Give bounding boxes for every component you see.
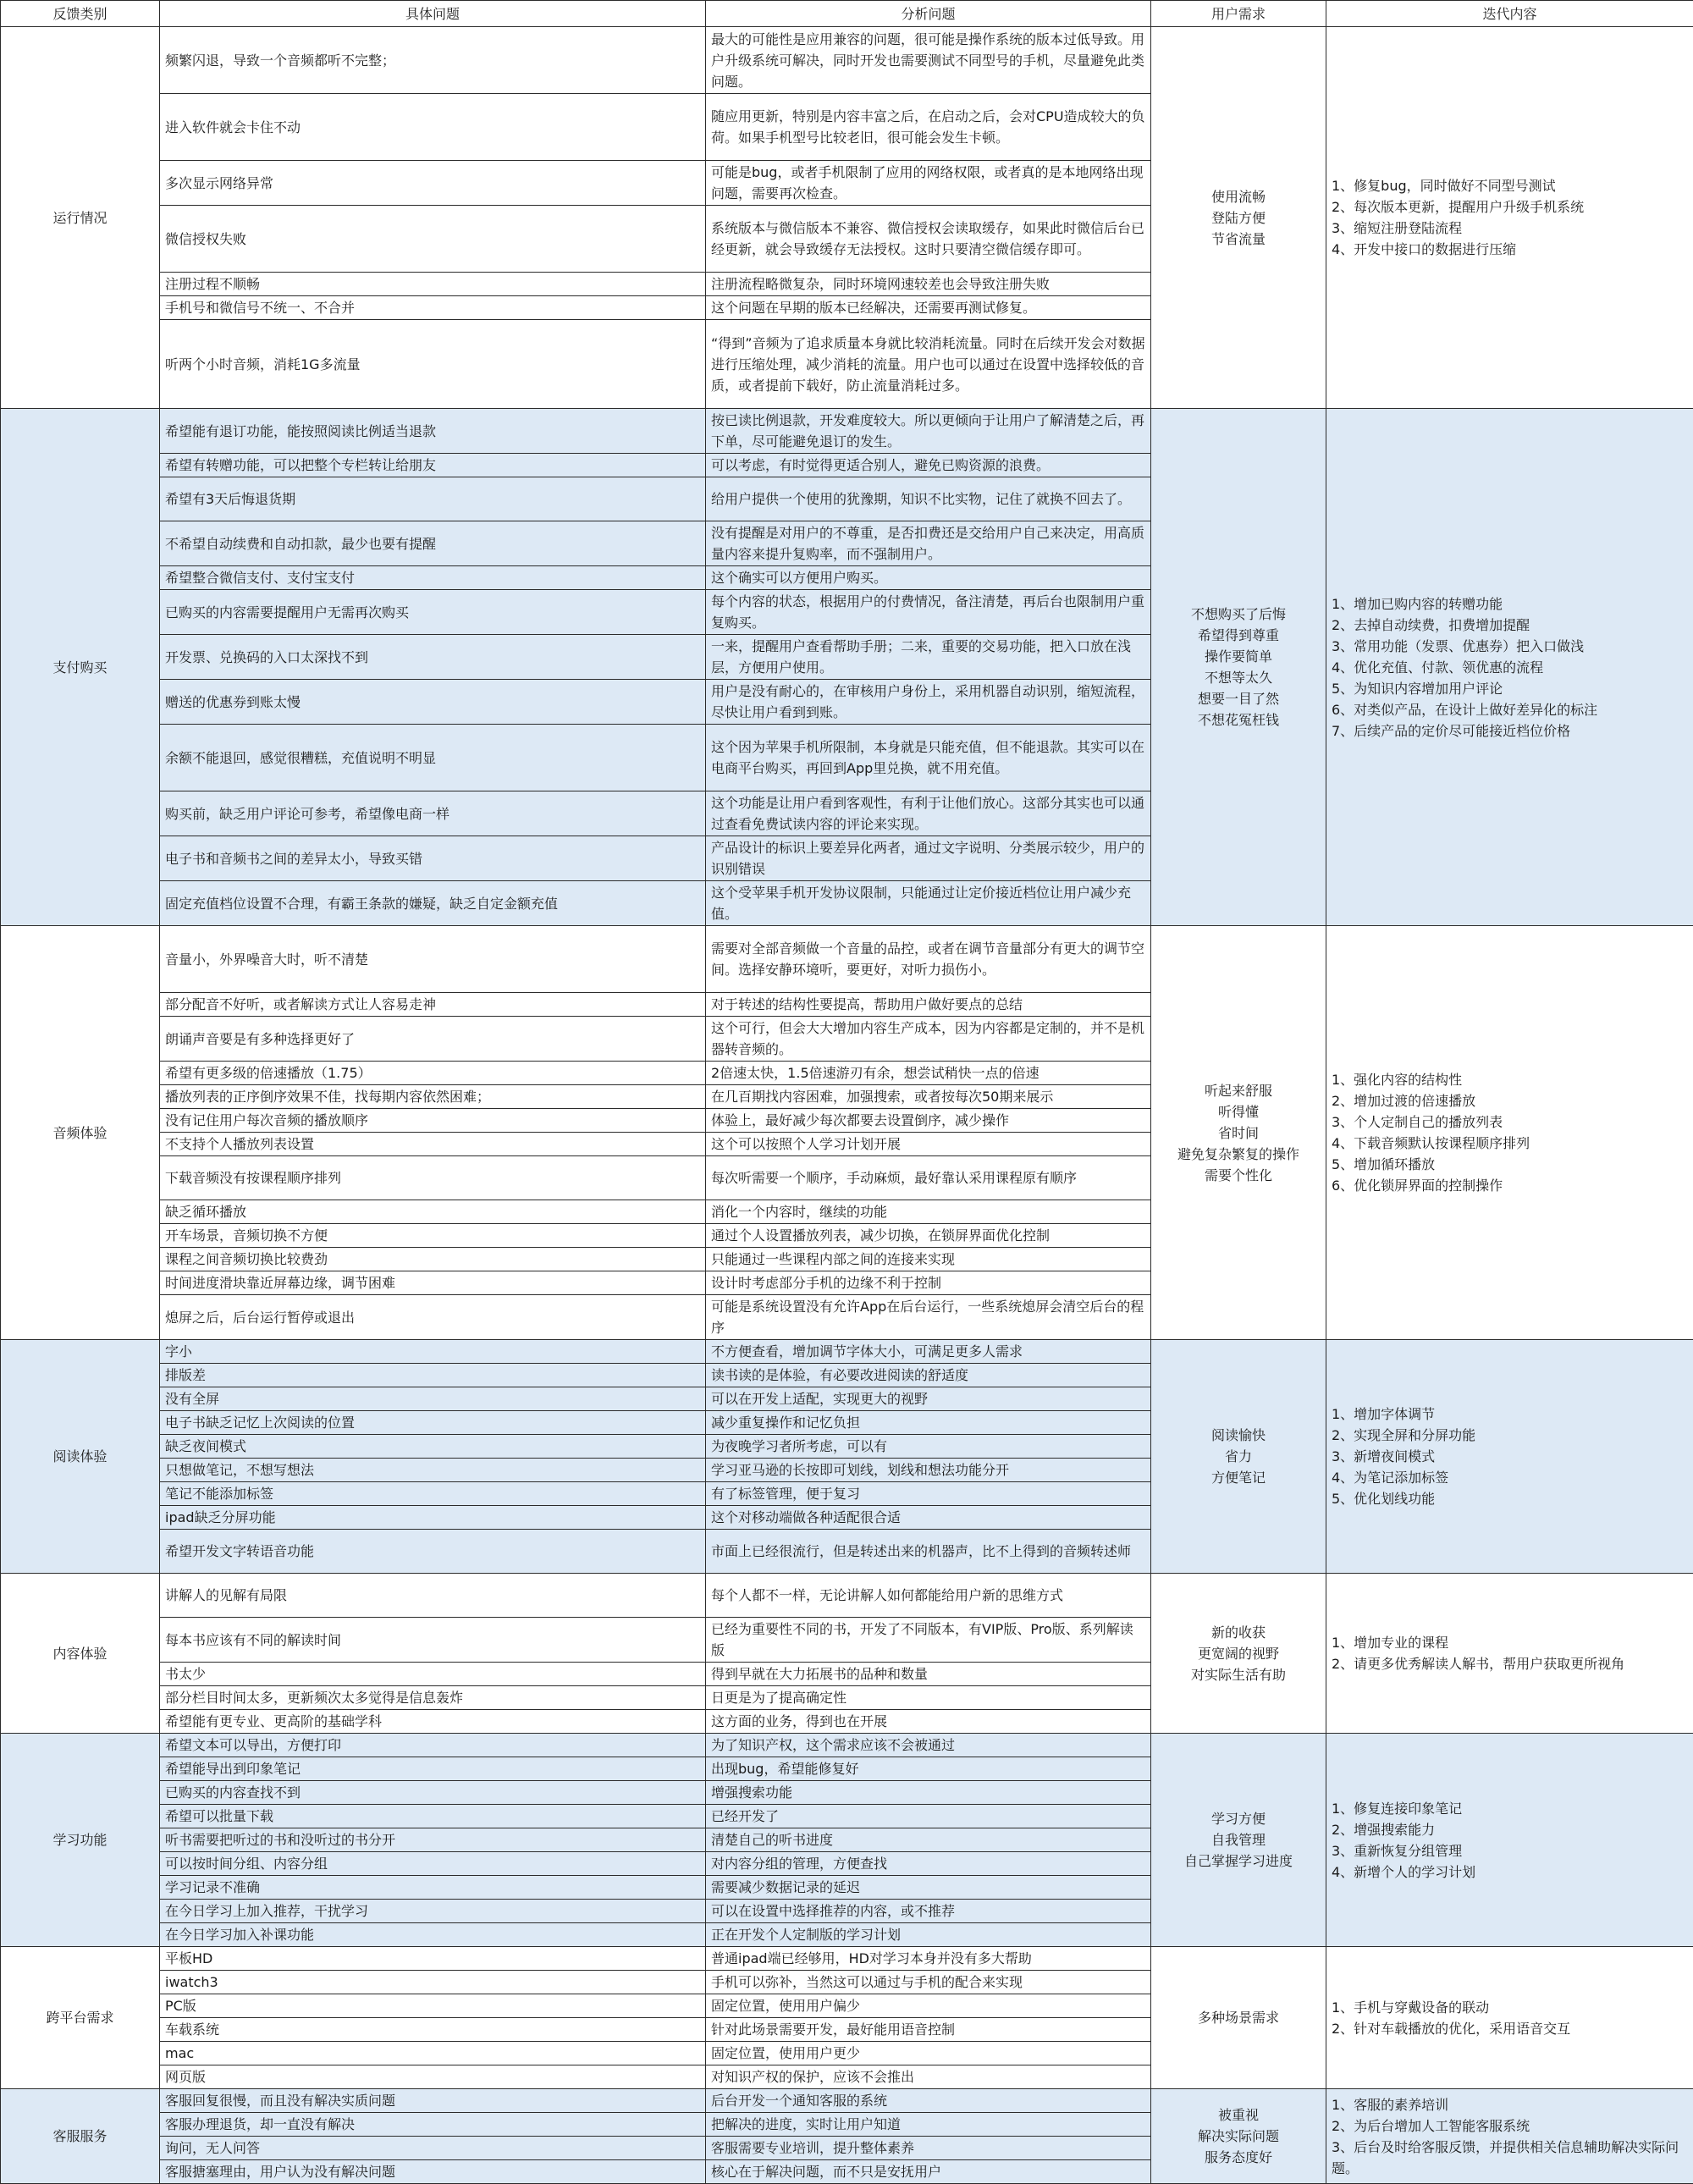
user-need-line: 不想购买了后悔 xyxy=(1156,604,1321,625)
problem-cell: 希望能有更专业、更高阶的基础学科 xyxy=(160,1710,706,1734)
problem-cell: 希望能导出到印象笔记 xyxy=(160,1757,706,1781)
analysis-cell: 这个确实可以方便用户购买。 xyxy=(706,566,1151,590)
problem-cell: 希望能有退订功能，能按照阅读比例适当退款 xyxy=(160,409,706,454)
problem-cell: iwatch3 xyxy=(160,1971,706,1994)
analysis-cell: 这个因为苹果手机所限制，本身就是只能充值，但不能退款。其实可以在电商平台购买，再回到App里兑换，就不用充值。 xyxy=(706,725,1151,791)
iteration-line: 2、请更多优秀解读人解书，帮用户获取更所视角 xyxy=(1332,1653,1688,1674)
problem-cell: 注册过程不顺畅 xyxy=(160,273,706,296)
category-cell: 支付购买 xyxy=(1,409,160,926)
problem-cell: 开车场景，音频切换不方便 xyxy=(160,1224,706,1248)
iteration-line: 5、增加循环播放 xyxy=(1332,1154,1688,1175)
user-need-line: 想要一目了然 xyxy=(1156,688,1321,709)
analysis-cell: 正在开发个人定制版的学习计划 xyxy=(706,1923,1151,1947)
iteration-line: 3、新增夜间模式 xyxy=(1332,1446,1688,1467)
user-needs-cell xyxy=(1151,1947,1326,2089)
problem-cell: 手机号和微信号不统一、不合并 xyxy=(160,296,706,320)
problem-cell: 网页版 xyxy=(160,2065,706,2089)
analysis-cell: 可能是bug，或者手机限制了应用的网络权限，或者真的是本地网络出现问题，需要再次检查。 xyxy=(706,161,1151,206)
iteration-line: 5、优化划线功能 xyxy=(1332,1488,1688,1509)
problem-cell: 听两个小时音频，消耗1G多流量 xyxy=(160,320,706,409)
iteration-line: 2、每次版本更新，提醒用户升级手机系统 xyxy=(1332,196,1688,218)
problem-cell: 缺乏循环播放 xyxy=(160,1200,706,1224)
iteration-line: 6、对类似产品，在设计上做好差异化的标注 xyxy=(1332,699,1688,720)
analysis-cell: 每个人都不一样，无论讲解人如何都能给用户新的思维方式 xyxy=(706,1574,1151,1618)
category-cell: 音频体验 xyxy=(1,926,160,1340)
analysis-cell: 读书读的是体验，有必要改进阅读的舒适度 xyxy=(706,1364,1151,1387)
user-need-line: 更宽阔的视野 xyxy=(1156,1643,1321,1664)
analysis-cell: 固定位置，使用用户偏少 xyxy=(706,1994,1151,2018)
iteration-cell xyxy=(1326,1947,1693,2089)
problem-cell: 车载系统 xyxy=(160,2018,706,2042)
problem-cell: 希望可以批量下载 xyxy=(160,1805,706,1828)
problem-cell: 没有全屏 xyxy=(160,1387,706,1411)
problem-cell: 部分栏目时间太多，更新频次太多觉得是信息轰炸 xyxy=(160,1686,706,1710)
problem-cell: ipad缺乏分屏功能 xyxy=(160,1506,706,1530)
user-need-line: 使用流畅 xyxy=(1156,186,1321,207)
category-cell: 内容体验 xyxy=(1,1574,160,1734)
user-need-line: 听得懂 xyxy=(1156,1101,1321,1122)
analysis-cell: 注册流程略微复杂，同时环境网速较差也会导致注册失败 xyxy=(706,273,1151,296)
iteration-line: 4、优化充值、付款、领优惠的流程 xyxy=(1332,657,1688,678)
table-row xyxy=(1,926,1693,993)
problem-cell: 下载音频没有按课程顺序排列 xyxy=(160,1156,706,1200)
user-need-line: 自我管理 xyxy=(1156,1829,1321,1850)
iteration-line: 2、实现全屏和分屏功能 xyxy=(1332,1425,1688,1446)
iteration-line: 4、下载音频默认按课程顺序排列 xyxy=(1332,1133,1688,1154)
iteration-line: 2、增加过渡的倍速播放 xyxy=(1332,1090,1688,1111)
user-need-line: 被重视 xyxy=(1156,2104,1321,2126)
analysis-cell: 可能是系统设置没有允许App在后台运行，一些系统熄屏会清空后台的程序 xyxy=(706,1295,1151,1340)
problem-cell: 希望有3天后悔退货期 xyxy=(160,477,706,521)
problem-cell: 书太少 xyxy=(160,1663,706,1686)
iteration-cell xyxy=(1326,1574,1693,1734)
iteration-line: 3、重新恢复分组管理 xyxy=(1332,1840,1688,1861)
analysis-cell: 给用户提供一个使用的犹豫期，知识不比实物，记住了就换不回去了。 xyxy=(706,477,1151,521)
analysis-cell: 核心在于解决问题，而不只是安抚用户 xyxy=(706,2160,1151,2184)
problem-cell: 不支持个人播放列表设置 xyxy=(160,1133,706,1156)
table-row xyxy=(1,1947,1693,1971)
problem-cell: 电子书和音频书之间的差异太小，导致买错 xyxy=(160,836,706,881)
problem-cell: 客服回复很慢，而且没有解决实质问题 xyxy=(160,2089,706,2113)
analysis-cell: 增强搜索功能 xyxy=(706,1781,1151,1805)
analysis-cell: 系统版本与微信版本不兼容、微信授权会读取缓存，如果此时微信后台已经更新，就会导致缓存无法授权。这时只要清空微信缓存即可。 xyxy=(706,206,1151,273)
analysis-cell: 在几百期找内容困难，加强搜索，或者按每次50期来展示 xyxy=(706,1085,1151,1109)
problem-cell: 多次显示网络异常 xyxy=(160,161,706,206)
user-need-line: 省力 xyxy=(1156,1446,1321,1467)
analysis-cell: 日更是为了提高确定性 xyxy=(706,1686,1151,1710)
iteration-line: 1、增加已购内容的转赠功能 xyxy=(1332,593,1688,615)
analysis-cell: 只能通过一些课程内部之间的连接来实现 xyxy=(706,1248,1151,1271)
category-cell: 跨平台需求 xyxy=(1,1947,160,2089)
header-category: 反馈类别 xyxy=(1,1,160,27)
problem-cell: 不希望自动续费和自动扣款，最少也要有提醒 xyxy=(160,521,706,566)
iteration-line: 4、为笔记添加标签 xyxy=(1332,1467,1688,1488)
iteration-cell xyxy=(1326,27,1693,409)
analysis-cell: 需要对全部音频做一个音量的品控，或者在调节音量部分有更大的调节空间。选择安静环境听，要更好，对听力损伤小。 xyxy=(706,926,1151,993)
analysis-cell: 已经开发了 xyxy=(706,1805,1151,1828)
analysis-cell: 消化一个内容时，继续的功能 xyxy=(706,1200,1151,1224)
iteration-line: 3、常用功能（发票、优惠券）把入口做浅 xyxy=(1332,636,1688,657)
table-row xyxy=(1,1340,1693,1364)
analysis-cell: 通过个人设置播放列表，减少切换，在锁屏界面优化控制 xyxy=(706,1224,1151,1248)
problem-cell: 时间进度滑块靠近屏幕边缘，调节困难 xyxy=(160,1271,706,1295)
problem-cell: 部分配音不好听，或者解读方式让人容易走神 xyxy=(160,993,706,1017)
analysis-cell: 减少重复操作和记忆负担 xyxy=(706,1411,1151,1435)
problem-cell: 询问，无人问答 xyxy=(160,2137,706,2160)
analysis-cell: 得到早就在大力拓展书的品种和数量 xyxy=(706,1663,1151,1686)
iteration-line: 1、强化内容的结构性 xyxy=(1332,1069,1688,1090)
analysis-cell: 对于转述的结构性要提高，帮助用户做好要点的总结 xyxy=(706,993,1151,1017)
iteration-cell xyxy=(1326,1734,1693,1947)
iteration-line: 2、为后台增加人工智能客服系统 xyxy=(1332,2115,1688,2137)
analysis-cell: 这个对移动端做各种适配很合适 xyxy=(706,1506,1151,1530)
analysis-cell: 有了标签管理，便于复习 xyxy=(706,1482,1151,1506)
header-iteration: 迭代内容 xyxy=(1326,1,1693,27)
user-need-line: 操作要简单 xyxy=(1156,646,1321,667)
problem-cell: 讲解人的见解有局限 xyxy=(160,1574,706,1618)
analysis-cell: 不方便查看，增加调节字体大小，可满足更多人需求 xyxy=(706,1340,1151,1364)
problem-cell: 在今日学习加入补课功能 xyxy=(160,1923,706,1947)
iteration-cell xyxy=(1326,1340,1693,1574)
analysis-cell: 对知识产权的保护，应该不会推出 xyxy=(706,2065,1151,2089)
problem-cell: 每本书应该有不同的解读时间 xyxy=(160,1618,706,1663)
user-need-line: 解决实际问题 xyxy=(1156,2126,1321,2147)
problem-cell: 进入软件就会卡住不动 xyxy=(160,94,706,161)
header-analysis: 分析问题 xyxy=(706,1,1151,27)
category-cell: 学习功能 xyxy=(1,1734,160,1947)
problem-cell: 希望开发文字转语音功能 xyxy=(160,1530,706,1574)
user-need-line: 阅读愉快 xyxy=(1156,1425,1321,1446)
analysis-cell: 为夜晚学习者所考虑，可以有 xyxy=(706,1435,1151,1459)
user-needs-cell xyxy=(1151,2089,1326,2184)
table-row xyxy=(1,1574,1693,1618)
analysis-cell: 出现bug，希望能修复好 xyxy=(706,1757,1151,1781)
user-need-line: 节省流量 xyxy=(1156,229,1321,250)
table-row xyxy=(1,1734,1693,1757)
problem-cell: 笔记不能添加标签 xyxy=(160,1482,706,1506)
analysis-cell: 每个内容的状态，根据用户的付费情况，备注清楚，再后台也限制用户重复购买。 xyxy=(706,590,1151,635)
table-body xyxy=(1,27,1693,2184)
problem-cell: 学习记录不准确 xyxy=(160,1876,706,1900)
iteration-line: 1、修复bug，同时做好不同型号测试 xyxy=(1332,175,1688,196)
analysis-cell: 普通ipad端已经够用，HD对学习本身并没有多大帮助 xyxy=(706,1947,1151,1971)
analysis-cell: 可以考虑，有时觉得更适合别人，避免已购资源的浪费。 xyxy=(706,454,1151,477)
analysis-cell: 对内容分组的管理，方便查找 xyxy=(706,1852,1151,1876)
analysis-cell: “得到”音频为了追求质量本身就比较消耗流量。同时在后续开发会对数据进行压缩处理，减少消耗的流量。用户也可以通过在设置中选择较低的音质，或者提前下载好，防止流量消耗过多。 xyxy=(706,320,1151,409)
analysis-cell: 这方面的业务，得到也在开展 xyxy=(706,1710,1151,1734)
iteration-line: 1、增加专业的课程 xyxy=(1332,1632,1688,1653)
problem-cell: 熄屏之后，后台运行暂停或退出 xyxy=(160,1295,706,1340)
category-cell: 客服服务 xyxy=(1,2089,160,2184)
problem-cell: mac xyxy=(160,2042,706,2065)
problem-cell: 希望文本可以导出，方便打印 xyxy=(160,1734,706,1757)
problem-cell: 希望有转赠功能，可以把整个专栏转让给朋友 xyxy=(160,454,706,477)
analysis-cell: 每次听需要一个顺序，手动麻烦，最好靠认采用课程原有顺序 xyxy=(706,1156,1151,1200)
problem-cell: 平板HD xyxy=(160,1947,706,1971)
category-cell: 运行情况 xyxy=(1,27,160,409)
iteration-line: 7、后续产品的定价尽可能接近档位价格 xyxy=(1332,720,1688,742)
analysis-cell: 这个可以按照个人学习计划开展 xyxy=(706,1133,1151,1156)
user-need-line: 不想花冤枉钱 xyxy=(1156,709,1321,731)
user-need-line: 省时间 xyxy=(1156,1122,1321,1144)
iteration-cell xyxy=(1326,409,1693,926)
problem-cell: 客服搪塞理由，用户认为没有解决问题 xyxy=(160,2160,706,2184)
problem-cell: 固定充值档位设置不合理，有霸王条款的嫌疑，缺乏自定金额充值 xyxy=(160,881,706,926)
user-need-line: 多种场景需求 xyxy=(1156,2007,1321,2028)
problem-cell: 微信授权失败 xyxy=(160,206,706,273)
problem-cell: 只想做笔记，不想写想法 xyxy=(160,1459,706,1482)
header-row xyxy=(1,1,1693,27)
problem-cell: 在今日学习上加入推荐，干扰学习 xyxy=(160,1900,706,1923)
problem-cell: 客服办理退货，却一直没有解决 xyxy=(160,2113,706,2137)
user-need-line: 避免复杂繁复的操作 xyxy=(1156,1144,1321,1165)
analysis-cell: 客服需要专业培训，提升整体素养 xyxy=(706,2137,1151,2160)
analysis-cell: 这个功能是让用户看到客观性，有利于让他们放心。这部分其实也可以通过查看免费试读内容的评论来实现。 xyxy=(706,791,1151,836)
analysis-cell: 后台开发一个通知客服的系统 xyxy=(706,2089,1151,2113)
user-needs-cell xyxy=(1151,409,1326,926)
user-need-line: 新的收获 xyxy=(1156,1622,1321,1643)
analysis-cell: 可以在开发上适配，实现更大的视野 xyxy=(706,1387,1151,1411)
problem-cell: 余额不能退回，感觉很糟糕，充值说明不明显 xyxy=(160,725,706,791)
analysis-cell: 学习亚马逊的长按即可划线，划线和想法功能分开 xyxy=(706,1459,1151,1482)
problem-cell: 朗诵声音要是有多种选择更好了 xyxy=(160,1017,706,1062)
problem-cell: 音量小，外界噪音大时，听不清楚 xyxy=(160,926,706,993)
analysis-cell: 可以在设置中选择推荐的内容，或不推荐 xyxy=(706,1900,1151,1923)
analysis-cell: 随应用更新，特别是内容丰富之后，在启动之后，会对CPU造成较大的负荷。如果手机型号比较老旧，很可能会发生卡顿。 xyxy=(706,94,1151,161)
user-needs-cell xyxy=(1151,926,1326,1340)
analysis-cell: 市面上已经很流行，但是转述出来的机器声，比不上得到的音频转述师 xyxy=(706,1530,1151,1574)
iteration-line: 1、客服的素养培训 xyxy=(1332,2094,1688,2115)
analysis-cell: 这个问题在早期的版本已经解决，还需要再测试修复。 xyxy=(706,296,1151,320)
user-needs-cell xyxy=(1151,27,1326,409)
problem-cell: 课程之间音频切换比较费劲 xyxy=(160,1248,706,1271)
problem-cell: 购买前，缺乏用户评论可参考，希望像电商一样 xyxy=(160,791,706,836)
problem-cell: 字小 xyxy=(160,1340,706,1364)
table-row xyxy=(1,2089,1693,2113)
analysis-cell: 产品设计的标识上要差异化两者，通过文字说明、分类展示较少，用户的识别错误 xyxy=(706,836,1151,881)
user-need-line: 听起来舒服 xyxy=(1156,1080,1321,1101)
iteration-line: 4、新增个人的学习计划 xyxy=(1332,1861,1688,1883)
problem-cell: 已购买的内容需要提醒用户无需再次购买 xyxy=(160,590,706,635)
analysis-cell: 为了知识产权，这个需求应该不会被通过 xyxy=(706,1734,1151,1757)
iteration-line: 5、为知识内容增加用户评论 xyxy=(1332,678,1688,699)
analysis-cell: 已经为重要性不同的书，开发了不同版本，有VIP版、Pro版、系列解读版 xyxy=(706,1618,1151,1663)
analysis-cell: 按已读比例退款，开发难度较大。所以更倾向于让用户了解清楚之后，再下单，尽可能避免退订的发生。 xyxy=(706,409,1151,454)
problem-cell: 听书需要把听过的书和没听过的书分开 xyxy=(160,1828,706,1852)
user-need-line: 对实际生活有助 xyxy=(1156,1664,1321,1685)
user-need-line: 希望得到尊重 xyxy=(1156,625,1321,646)
analysis-cell: 手机可以弥补，当然这可以通过与手机的配合来实现 xyxy=(706,1971,1151,1994)
user-needs-cell xyxy=(1151,1574,1326,1734)
analysis-cell: 一来，提醒用户查看帮助手册；二来，重要的交易功能，把入口放在浅层，方便用户使用。 xyxy=(706,635,1151,680)
problem-cell: 已购买的内容查找不到 xyxy=(160,1781,706,1805)
analysis-cell: 需要减少数据记录的延迟 xyxy=(706,1876,1151,1900)
iteration-line: 6、优化锁屏界面的控制操作 xyxy=(1332,1175,1688,1196)
iteration-line: 2、针对车载播放的优化，采用语音交互 xyxy=(1332,2018,1688,2039)
category-cell: 阅读体验 xyxy=(1,1340,160,1574)
analysis-cell: 没有提醒是对用户的不尊重，是否扣费还是交给用户自己来决定，用高质量内容来提升复购率，而不强制用户。 xyxy=(706,521,1151,566)
analysis-cell: 固定位置，使用用户更少 xyxy=(706,2042,1151,2065)
iteration-line: 1、增加字体调节 xyxy=(1332,1404,1688,1425)
problem-cell: PC版 xyxy=(160,1994,706,2018)
table-row xyxy=(1,27,1693,94)
analysis-cell: 体验上，最好减少每次都要去设置倒序，减少操作 xyxy=(706,1109,1151,1133)
problem-cell: 可以按时间分组、内容分组 xyxy=(160,1852,706,1876)
iteration-line: 1、修复连接印象笔记 xyxy=(1332,1798,1688,1819)
user-needs-cell xyxy=(1151,1340,1326,1574)
user-needs-cell xyxy=(1151,1734,1326,1947)
user-need-line: 学习方便 xyxy=(1156,1808,1321,1829)
user-need-line: 需要个性化 xyxy=(1156,1165,1321,1186)
iteration-line: 3、缩短注册登陆流程 xyxy=(1332,218,1688,239)
analysis-cell: 针对此场景需要开发，最好能用语音控制 xyxy=(706,2018,1151,2042)
problem-cell: 希望有更多级的倍速播放（1.75） xyxy=(160,1062,706,1085)
user-need-line: 登陆方便 xyxy=(1156,207,1321,229)
problem-cell: 赠送的优惠券到账太慢 xyxy=(160,680,706,725)
problem-cell: 播放列表的正序倒序效果不佳，找每期内容依然困难； xyxy=(160,1085,706,1109)
table-row xyxy=(1,409,1693,454)
user-need-line: 不想等太久 xyxy=(1156,667,1321,688)
user-need-line: 方便笔记 xyxy=(1156,1467,1321,1488)
iteration-line: 4、开发中接口的数据进行压缩 xyxy=(1332,239,1688,260)
header-user-needs: 用户需求 xyxy=(1151,1,1326,27)
problem-cell: 开发票、兑换码的入口太深找不到 xyxy=(160,635,706,680)
analysis-cell: 用户是没有耐心的，在审核用户身份上，采用机器自动识别，缩短流程，尽快让用户看到到账。 xyxy=(706,680,1151,725)
analysis-cell: 设计时考虑部分手机的边缘不利于控制 xyxy=(706,1271,1151,1295)
header-problem: 具体问题 xyxy=(160,1,706,27)
analysis-cell: 2倍速太快，1.5倍速游刃有余，想尝试稍快一点的倍速 xyxy=(706,1062,1151,1085)
problem-cell: 缺乏夜间模式 xyxy=(160,1435,706,1459)
analysis-cell: 把解决的进度，实时让用户知道 xyxy=(706,2113,1151,2137)
problem-cell: 没有记住用户每次音频的播放顺序 xyxy=(160,1109,706,1133)
problem-cell: 希望整合微信支付、支付宝支付 xyxy=(160,566,706,590)
problem-cell: 排版差 xyxy=(160,1364,706,1387)
problem-cell: 频繁闪退，导致一个音频都听不完整； xyxy=(160,27,706,94)
problem-cell: 电子书缺乏记忆上次阅读的位置 xyxy=(160,1411,706,1435)
iteration-cell xyxy=(1326,926,1693,1340)
analysis-cell: 这个可行，但会大大增加内容生产成本，因为内容都是定制的，并不是机器转音频的。 xyxy=(706,1017,1151,1062)
analysis-cell: 清楚自己的听书进度 xyxy=(706,1828,1151,1852)
iteration-line: 3、后台及时给客服反馈，并提供相关信息辅助解决实际问题。 xyxy=(1332,2137,1688,2179)
iteration-line: 3、个人定制自己的播放列表 xyxy=(1332,1111,1688,1133)
iteration-cell xyxy=(1326,2089,1693,2184)
iteration-line: 2、增强搜索能力 xyxy=(1332,1819,1688,1840)
analysis-cell: 这个受苹果手机开发协议限制，只能通过让定价接近档位让用户减少充值。 xyxy=(706,881,1151,926)
iteration-line: 1、手机与穿戴设备的联动 xyxy=(1332,1997,1688,2018)
analysis-cell: 最大的可能性是应用兼容的问题，很可能是操作系统的版本过低导致。用户升级系统可解决，同时开发也需要测试不同型号的手机，尽量避免此类问题。 xyxy=(706,27,1151,94)
iteration-line: 2、去掉自动续费，扣费增加提醒 xyxy=(1332,615,1688,636)
user-need-line: 服务态度好 xyxy=(1156,2147,1321,2168)
user-need-line: 自己掌握学习进度 xyxy=(1156,1850,1321,1872)
